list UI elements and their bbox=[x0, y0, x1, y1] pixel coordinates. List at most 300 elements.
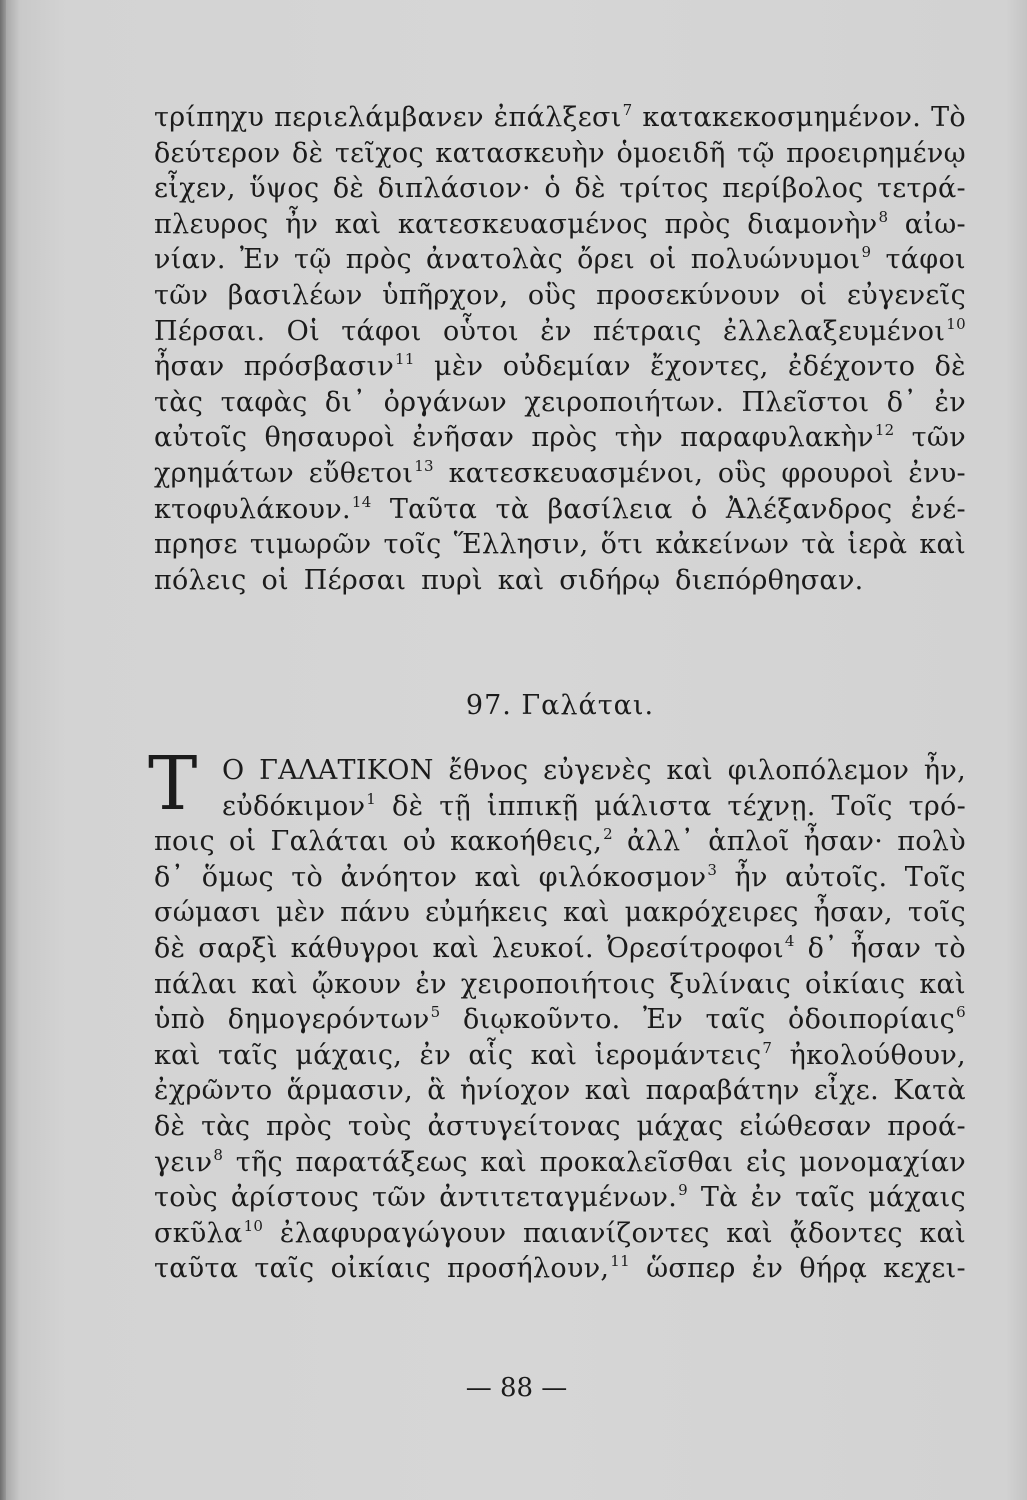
word-text: ὀργάνων bbox=[383, 386, 508, 418]
word bbox=[814, 895, 893, 931]
footnote-marker: 9 bbox=[861, 243, 872, 262]
word bbox=[675, 563, 863, 599]
word bbox=[781, 456, 893, 492]
word bbox=[425, 895, 548, 931]
word bbox=[577, 242, 635, 278]
word bbox=[790, 1038, 966, 1074]
word bbox=[304, 563, 406, 599]
footnote-marker: 6 bbox=[956, 1003, 966, 1022]
word bbox=[799, 1251, 867, 1287]
word-text: παιανίζοντες bbox=[522, 1217, 710, 1249]
word-text: πάνυ bbox=[340, 897, 411, 929]
word bbox=[154, 1145, 223, 1181]
word-text: δὲ bbox=[154, 932, 186, 964]
word-text: προειρημένῳ bbox=[786, 137, 966, 169]
word-text: πολὺ bbox=[897, 826, 966, 858]
word bbox=[250, 527, 372, 563]
word bbox=[680, 420, 894, 456]
word bbox=[309, 456, 434, 492]
word bbox=[523, 1216, 710, 1252]
footnote-marker: 7 bbox=[622, 101, 633, 119]
text-line bbox=[154, 456, 966, 492]
text-line bbox=[154, 1145, 966, 1181]
word bbox=[333, 171, 364, 207]
word bbox=[498, 563, 545, 599]
footnote-marker: 8 bbox=[878, 207, 889, 226]
word-text: ἃ bbox=[427, 1075, 446, 1107]
word-text: ἠκολούθουν, bbox=[789, 1039, 966, 1071]
word bbox=[415, 967, 447, 1003]
word-text: Κατὰ bbox=[893, 1075, 966, 1107]
word-text: προκαλεῖσθαι bbox=[539, 1146, 734, 1178]
footnote-marker: 1 bbox=[366, 789, 377, 808]
word bbox=[384, 385, 507, 421]
word-text: τὰ bbox=[495, 493, 530, 525]
word-text: ἐνυ- bbox=[908, 457, 966, 489]
word bbox=[887, 385, 917, 421]
word bbox=[261, 563, 288, 599]
word bbox=[528, 278, 577, 314]
word-text: εὔθετοι bbox=[308, 457, 414, 489]
word-text: σκῦλα bbox=[154, 1217, 243, 1249]
word-text: κατακεκοσμημένον. bbox=[642, 102, 922, 133]
word-text: τοὺς bbox=[154, 1182, 218, 1214]
word-text: ἐν bbox=[750, 1182, 783, 1214]
word bbox=[287, 1073, 413, 1109]
word bbox=[726, 1216, 773, 1252]
word-text: καὶ bbox=[919, 529, 966, 561]
word bbox=[154, 171, 236, 207]
word bbox=[625, 895, 799, 931]
word-text: ὁ bbox=[544, 173, 561, 205]
word bbox=[524, 385, 724, 421]
word-text: καὶ bbox=[530, 1039, 578, 1071]
footnote-marker: 13 bbox=[414, 456, 434, 475]
word bbox=[259, 753, 434, 789]
word bbox=[726, 492, 893, 528]
word bbox=[218, 1038, 278, 1074]
word bbox=[154, 420, 247, 456]
word-text: κἀκείνων bbox=[655, 529, 790, 561]
word bbox=[800, 278, 827, 314]
book-page bbox=[6, 0, 1027, 1500]
word-text: σαρξὶ bbox=[198, 932, 278, 964]
word bbox=[287, 314, 320, 350]
text-line bbox=[154, 1038, 966, 1074]
word bbox=[291, 860, 323, 896]
word bbox=[543, 753, 652, 789]
word bbox=[228, 1002, 441, 1038]
word-text: ἦσαν, bbox=[813, 897, 893, 929]
word bbox=[531, 420, 597, 456]
word bbox=[449, 456, 704, 492]
text-line bbox=[154, 1216, 966, 1252]
word-text: ὕψος bbox=[249, 173, 320, 205]
word-text: ταῦτα bbox=[154, 1253, 239, 1285]
word bbox=[325, 385, 366, 421]
word bbox=[722, 171, 863, 207]
word bbox=[427, 1073, 446, 1109]
word-text: παρατάξεως bbox=[295, 1146, 468, 1178]
word-text: μονομαχίαν bbox=[799, 1146, 966, 1178]
word-text: Πέρσαι. bbox=[154, 315, 266, 347]
word-text: Ἀλέξανδρος bbox=[725, 493, 893, 525]
word bbox=[266, 1109, 332, 1145]
word bbox=[154, 1180, 218, 1216]
word-text: τῶν bbox=[154, 279, 209, 311]
word-text: καὶ bbox=[563, 897, 610, 929]
word bbox=[814, 1073, 879, 1109]
word bbox=[494, 100, 633, 136]
word-text: Ἐν bbox=[643, 1004, 684, 1036]
footnote-marker: 9 bbox=[678, 1181, 688, 1200]
word-text: δεύτερον bbox=[154, 137, 281, 169]
word-text: πολυώνυμοι bbox=[690, 244, 861, 276]
word-text: τρίτος bbox=[619, 173, 709, 205]
word bbox=[887, 1109, 966, 1145]
word bbox=[701, 1180, 738, 1216]
word-text: τετρά- bbox=[877, 173, 966, 205]
word-text: πρόσβασιν bbox=[243, 351, 395, 383]
text-line bbox=[154, 1180, 966, 1216]
text-line bbox=[154, 420, 966, 456]
word bbox=[708, 824, 789, 860]
word bbox=[460, 1073, 571, 1109]
word bbox=[434, 349, 483, 385]
word bbox=[503, 349, 631, 385]
word-text: πάλαι bbox=[154, 968, 238, 1000]
word-text: ᾄδοντες bbox=[789, 1217, 903, 1249]
word-text: σιδήρῳ bbox=[559, 564, 661, 596]
word-text: καὶ bbox=[497, 564, 545, 596]
word-text: κάθυγροι bbox=[290, 932, 420, 964]
word bbox=[154, 895, 261, 931]
word-text: ὅμως bbox=[201, 861, 274, 893]
page-text-block bbox=[148, 100, 966, 1285]
word bbox=[468, 1038, 513, 1074]
text-line bbox=[154, 931, 966, 967]
word-text: μάλιστα bbox=[594, 790, 712, 822]
word-text: ἦν bbox=[285, 208, 319, 240]
word-text: οἱ bbox=[229, 826, 257, 858]
word-text: δὲ bbox=[934, 351, 966, 383]
word-text: δι᾿ bbox=[324, 386, 367, 418]
word-text: δ᾿ bbox=[886, 386, 918, 418]
word-text: διαμονὴν bbox=[747, 208, 878, 240]
word bbox=[883, 1251, 966, 1287]
word-text: τὰς bbox=[201, 1110, 251, 1142]
word bbox=[727, 789, 815, 825]
word bbox=[154, 385, 203, 421]
word-text: εἰς bbox=[745, 1146, 787, 1178]
word-text: πέτραις bbox=[593, 315, 702, 347]
word bbox=[432, 931, 479, 967]
word bbox=[596, 278, 780, 314]
word bbox=[574, 171, 605, 207]
word-text: ἐν bbox=[540, 315, 572, 347]
word bbox=[832, 789, 893, 825]
word-text: μὲν bbox=[275, 897, 326, 929]
word bbox=[615, 420, 663, 456]
word bbox=[594, 789, 711, 825]
word-text: κεχει- bbox=[883, 1253, 966, 1285]
word bbox=[450, 824, 613, 860]
page-number: — 88 — bbox=[465, 1373, 568, 1403]
word-text: λευκοί. bbox=[491, 932, 594, 964]
word-text: οὓς bbox=[527, 279, 577, 311]
text-line bbox=[154, 1073, 966, 1109]
text-line bbox=[154, 207, 966, 243]
word bbox=[788, 1002, 966, 1038]
word-text: διῳκοῦντο. bbox=[462, 1004, 621, 1036]
word-text: ὁμοειδῆ bbox=[616, 137, 726, 169]
word bbox=[382, 278, 508, 314]
word-text: προσήλουν, bbox=[447, 1253, 610, 1285]
word-text: προσεκύνουν bbox=[596, 279, 781, 311]
word-text: πρησε bbox=[154, 529, 238, 561]
word bbox=[384, 527, 442, 563]
word bbox=[548, 492, 673, 528]
word bbox=[789, 1216, 902, 1252]
word-text: καὶ bbox=[726, 1217, 773, 1249]
word bbox=[877, 171, 966, 207]
word-text: ἐνῆσαν bbox=[412, 422, 515, 454]
word bbox=[412, 420, 514, 456]
word-text: τάφοι bbox=[341, 315, 422, 347]
word-text: τάφοι bbox=[885, 244, 966, 276]
word-text: Ἐν bbox=[239, 244, 280, 276]
word bbox=[154, 242, 226, 278]
word-text: παραφυλακὴν bbox=[680, 422, 874, 454]
word bbox=[751, 1180, 783, 1216]
word bbox=[480, 1145, 527, 1181]
word-text: κατασκευὴν bbox=[435, 137, 605, 169]
word-text: ἐχρῶντο bbox=[154, 1075, 273, 1107]
word bbox=[788, 349, 915, 385]
word-text: πλευρος bbox=[154, 208, 269, 240]
word bbox=[341, 314, 421, 350]
word-text: ταῖς bbox=[705, 1004, 766, 1036]
word bbox=[398, 207, 648, 243]
word-text: τῶν bbox=[372, 1182, 427, 1214]
word bbox=[601, 527, 644, 563]
word bbox=[340, 895, 410, 931]
word bbox=[443, 314, 519, 350]
word bbox=[403, 824, 436, 860]
word-text: Ταῦτα bbox=[389, 493, 478, 525]
word-text: κατεσκευασμένος bbox=[397, 208, 649, 240]
word bbox=[728, 753, 909, 789]
word bbox=[154, 1002, 205, 1038]
word-text: τὸ bbox=[934, 932, 966, 964]
word-text: φιλόκοσμον bbox=[538, 861, 707, 893]
text-line bbox=[154, 895, 966, 931]
word bbox=[646, 1251, 736, 1287]
word-text: καὶ bbox=[919, 1217, 966, 1249]
word bbox=[461, 967, 656, 1003]
word-text: ἐν bbox=[751, 1253, 784, 1285]
word bbox=[346, 242, 412, 278]
word bbox=[851, 931, 921, 967]
word bbox=[735, 860, 768, 896]
text-line bbox=[154, 278, 966, 314]
word bbox=[291, 931, 420, 967]
word bbox=[390, 492, 477, 528]
section-heading: 97. Γαλάται. bbox=[465, 690, 655, 721]
word bbox=[593, 314, 702, 350]
footnote-marker: 12 bbox=[874, 421, 895, 440]
word bbox=[154, 563, 247, 599]
word-text: μάχας bbox=[636, 1110, 724, 1142]
word-text: προά- bbox=[887, 1110, 966, 1142]
text-line bbox=[154, 824, 966, 860]
word bbox=[463, 1002, 621, 1038]
word bbox=[335, 207, 382, 243]
word bbox=[335, 136, 424, 172]
word bbox=[934, 931, 966, 967]
word bbox=[392, 789, 423, 825]
word-text: τοὺς bbox=[347, 1110, 412, 1142]
word bbox=[340, 860, 457, 896]
word-text: χρημάτων bbox=[154, 457, 294, 489]
word bbox=[154, 1251, 238, 1287]
word-text: αἰω- bbox=[904, 208, 966, 240]
word-text: τοῖς bbox=[907, 897, 966, 929]
word bbox=[666, 753, 713, 789]
word bbox=[540, 314, 572, 350]
word-text: ἱερὰ bbox=[847, 529, 908, 561]
footnote-marker: 3 bbox=[707, 860, 718, 879]
word bbox=[202, 860, 274, 896]
word-text: δὲ bbox=[292, 137, 324, 169]
word bbox=[706, 1002, 766, 1038]
word bbox=[154, 278, 208, 314]
word-text: οὐδεμίαν bbox=[502, 351, 631, 383]
word bbox=[795, 1180, 855, 1216]
word-text: ἅρμασιν, bbox=[286, 1075, 413, 1107]
word bbox=[847, 527, 907, 563]
word-text: εὐδόκιμον bbox=[222, 790, 366, 822]
word-text: ὑπῆρχον, bbox=[382, 279, 509, 311]
word bbox=[222, 789, 376, 825]
word-text: οὗτοι bbox=[442, 315, 519, 347]
footnote-marker: 10 bbox=[946, 314, 966, 333]
word bbox=[691, 492, 708, 528]
word-text: δὲ bbox=[574, 173, 606, 205]
text-line bbox=[154, 171, 966, 207]
word-text: καὶ bbox=[251, 968, 298, 1000]
word bbox=[154, 1109, 185, 1145]
word bbox=[154, 824, 215, 860]
word-text: καὶ bbox=[480, 1146, 527, 1178]
word bbox=[154, 527, 238, 563]
footnote-marker: 5 bbox=[430, 1003, 441, 1022]
word-text: Πέρσαι bbox=[303, 564, 407, 596]
word-text: πυρὶ bbox=[421, 564, 483, 596]
word bbox=[154, 456, 294, 492]
word-text: βασίλεια bbox=[547, 493, 673, 525]
word-text: ταῖς bbox=[254, 1253, 315, 1285]
word bbox=[251, 967, 298, 1003]
word-text: ἦσαν bbox=[850, 932, 922, 964]
word-text: οὓς bbox=[717, 457, 767, 489]
word-text: ἱππικῇ bbox=[486, 790, 579, 822]
text-line bbox=[154, 349, 966, 385]
word bbox=[295, 1038, 402, 1074]
word-text: καὶ bbox=[584, 1075, 632, 1107]
word-text: εὐγενεῖς bbox=[846, 279, 966, 311]
word-text: φρουροὶ bbox=[781, 457, 894, 489]
word bbox=[487, 789, 579, 825]
word bbox=[737, 136, 775, 172]
word-text: Πλεῖστοι bbox=[741, 386, 870, 418]
word-text: ἦσαν· bbox=[803, 826, 884, 858]
word-text: μακρόχειρες bbox=[624, 897, 799, 929]
word bbox=[646, 1073, 800, 1109]
word bbox=[559, 563, 660, 599]
word-text: Τὸ bbox=[931, 102, 966, 133]
word bbox=[154, 207, 269, 243]
word-text: κακοήθεις, bbox=[450, 826, 603, 858]
word bbox=[619, 171, 709, 207]
word-text: τῷ bbox=[737, 137, 775, 169]
drop-cap-letter: Τ bbox=[148, 741, 198, 827]
word-text: τιμωρῶν bbox=[249, 529, 372, 561]
word-text: ἦσαν bbox=[154, 351, 225, 383]
word bbox=[312, 967, 401, 1003]
word-text: κτοφυλάκουν. bbox=[154, 493, 351, 525]
word bbox=[642, 100, 921, 136]
word-text: ταῖς bbox=[217, 1039, 279, 1071]
word bbox=[691, 242, 872, 278]
word-text: ἱερομάντεις bbox=[594, 1039, 762, 1071]
word-text: διπλάσιον· bbox=[377, 173, 531, 205]
word-text: ἔθνος bbox=[448, 755, 529, 786]
word-text: καὶ bbox=[474, 861, 522, 893]
word bbox=[244, 349, 415, 385]
word bbox=[908, 456, 966, 492]
word-text: περιελάμβανεν bbox=[274, 102, 484, 133]
word bbox=[868, 1180, 966, 1216]
word-text: ἀστυγείτονας bbox=[427, 1110, 621, 1142]
footnote-marker: 10 bbox=[243, 1216, 264, 1235]
word bbox=[274, 100, 484, 136]
word bbox=[154, 100, 264, 136]
word bbox=[885, 242, 965, 278]
word bbox=[236, 1145, 283, 1181]
word-text: τῆς bbox=[235, 1146, 283, 1178]
text-line bbox=[154, 492, 966, 528]
word bbox=[908, 895, 966, 931]
word bbox=[539, 860, 717, 896]
word-text: γειν bbox=[154, 1146, 213, 1178]
word-text: οἰκίαις bbox=[805, 968, 906, 1000]
word-text: ἀνόητον bbox=[340, 861, 458, 893]
word bbox=[616, 136, 725, 172]
word bbox=[439, 789, 471, 825]
word bbox=[911, 492, 966, 528]
word-text: ξυλίναις bbox=[669, 968, 792, 1000]
word-text: εἰώθεσαν bbox=[739, 1110, 872, 1142]
word-text: καὶ bbox=[919, 968, 966, 1000]
word-text: ἐν bbox=[934, 386, 966, 418]
word-text: Ο bbox=[222, 755, 245, 786]
word bbox=[847, 278, 966, 314]
word-text: ἔχοντες, bbox=[650, 351, 769, 383]
text-line bbox=[154, 967, 966, 1003]
word-text: ἡνίοχον bbox=[459, 1075, 571, 1107]
word-text: πρὸς bbox=[531, 422, 598, 454]
